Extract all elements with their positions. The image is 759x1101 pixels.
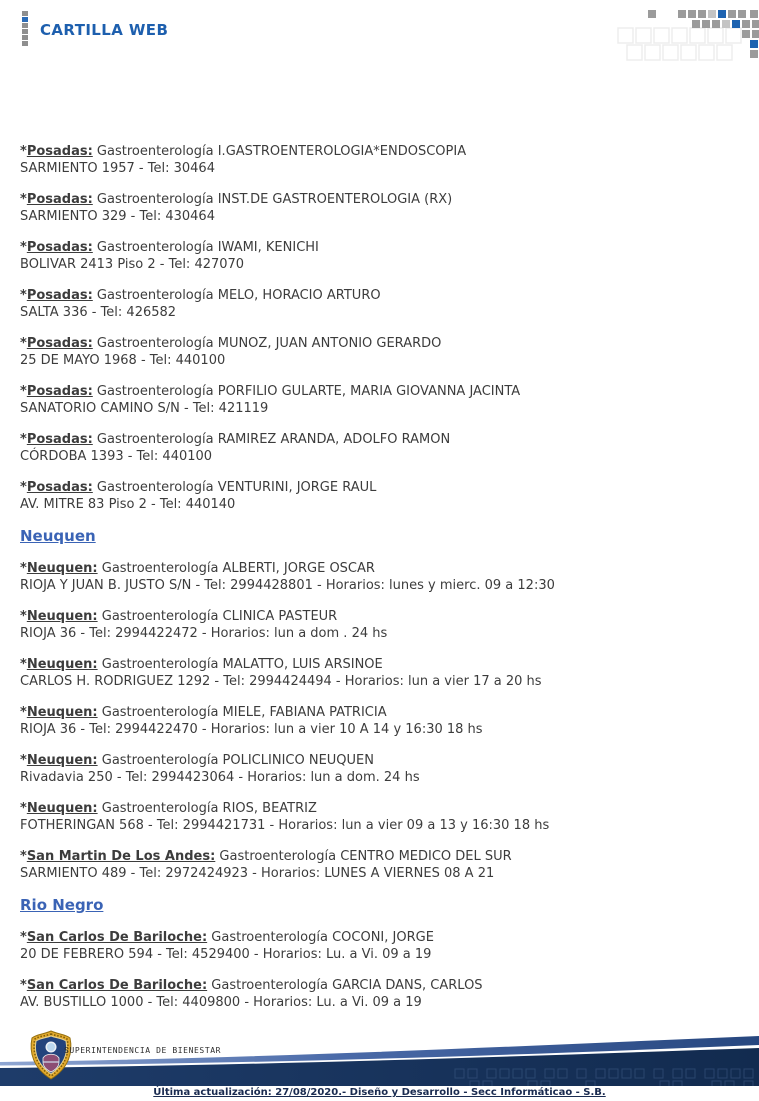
entry-city-label: Posadas: — [26, 144, 93, 159]
entry-details: 25 DE MAYO 1968 - Tel: 440100 — [20, 353, 226, 368]
directory-entry — [20, 704, 749, 738]
entry-provider-line: Gastroenterología MELO, HORACIO ARTURO — [92, 288, 381, 303]
entry-provider-line: Gastroenterología I.GASTROENTEROLOGIA*ENDOSCOPIA — [92, 144, 467, 159]
entry-star: * — [20, 240, 27, 255]
pixel-square — [22, 29, 28, 34]
entry-details: RIOJA Y JUAN B. JUSTO S/N - Tel: 2994428801 - Horarios: lunes y mierc. 09 a 12:30 — [20, 578, 555, 593]
pixel-decoration-topright — [614, 4, 759, 62]
entry-details: BOLIVAR 2413 Piso 2 - Tel: 427070 — [20, 257, 245, 272]
directory-entry — [20, 977, 749, 1011]
pixel-square — [22, 11, 28, 16]
directory-entry — [20, 560, 749, 594]
footer-update-note: Última actualización: 27/08/2020.- Diseño y Desarrollo - Secc Informáticao - S.B. — [153, 1087, 606, 1098]
entry-city-label: Neuquen: — [26, 753, 98, 768]
entry-details: CÓRDOBA 1393 - Tel: 440100 — [20, 449, 213, 464]
directory-entry — [20, 608, 749, 642]
entry-provider-line: Gastroenterología GARCIA DANS, CARLOS — [207, 978, 483, 993]
entry-city-label: Neuquen: — [26, 561, 98, 576]
entry-provider-line: Gastroenterología INST.DE GASTROENTEROLOGIA (RX) — [92, 192, 453, 207]
page-title: CARTILLA WEB — [40, 21, 169, 39]
entry-details: RIOJA 36 - Tel: 2994422470 - Horarios: lun a vier 10 A 14 y 16:30 18 hs — [20, 722, 483, 737]
entry-provider-line: Gastroenterología VENTURINI, JORGE RAUL — [92, 480, 377, 495]
footer-organization-label: SUPERINTENDENCIA DE BIENESTAR — [64, 1046, 222, 1055]
section-heading-rio-negro[interactable]: Rio Negro — [20, 896, 104, 914]
entry-provider-line: Gastroenterología MIELE, FABIANA PATRICIA — [97, 705, 387, 720]
directory-entry — [20, 383, 749, 417]
entry-city-label: San Carlos De Bariloche: — [26, 978, 208, 993]
entry-city-label: Posadas: — [26, 432, 93, 447]
directory-entry — [20, 848, 749, 882]
directory-entry — [20, 335, 749, 369]
directory-list — [20, 143, 749, 1025]
directory-entry — [20, 191, 749, 225]
entry-details: SARMIENTO 1957 - Tel: 30464 — [20, 161, 215, 176]
entry-provider-line: Gastroenterología CENTRO MEDICO DEL SUR — [215, 849, 512, 864]
pixel-square — [22, 35, 28, 40]
entry-provider-line: Gastroenterología MALATTO, LUIS ARSINOE — [97, 657, 383, 672]
entry-star: * — [20, 801, 27, 816]
entry-details: Rivadavia 250 - Tel: 2994423064 - Horarios: lun a dom. 24 hs — [20, 770, 420, 785]
entry-city-label: Posadas: — [26, 240, 93, 255]
directory-entry — [20, 431, 749, 465]
entry-details: AV. BUSTILLO 1000 - Tel: 4409800 - Horarios: Lu. a Vi. 09 a 19 — [20, 995, 422, 1010]
directory-entry — [20, 239, 749, 273]
entry-star: * — [20, 930, 27, 945]
entry-star: * — [20, 561, 27, 576]
entry-star: * — [20, 849, 27, 864]
entry-details: 20 DE FEBRERO 594 - Tel: 4529400 - Horarios: Lu. a Vi. 09 a 19 — [20, 947, 432, 962]
entry-provider-line: Gastroenterología PORFILIO GULARTE, MARIA GIOVANNA JACINTA — [92, 384, 521, 399]
entry-details: CARLOS H. RODRIGUEZ 1292 - Tel: 2994424494 - Horarios: lun a vier 17 a 20 hs — [20, 674, 542, 689]
entry-provider-line: Gastroenterología ALBERTI, JORGE OSCAR — [97, 561, 375, 576]
entry-city-label: Neuquen: — [26, 801, 98, 816]
directory-entry — [20, 800, 749, 834]
section-heading-neuquen[interactable]: Neuquen — [20, 527, 96, 545]
directory-entry — [20, 656, 749, 690]
directory-entry — [20, 752, 749, 786]
entry-details: SALTA 336 - Tel: 426582 — [20, 305, 177, 320]
entry-star: * — [20, 480, 27, 495]
directory-entry — [20, 287, 749, 321]
entry-city-label: Posadas: — [26, 336, 93, 351]
entry-details: SARMIENTO 489 - Tel: 2972424923 - Horarios: LUNES A VIERNES 08 A 21 — [20, 866, 495, 881]
entry-star: * — [20, 432, 27, 447]
entry-city-label: Posadas: — [26, 192, 93, 207]
directory-entry — [20, 143, 749, 177]
entry-star: * — [20, 753, 27, 768]
footer-swoosh-decoration — [0, 1036, 759, 1086]
entry-city-label: Posadas: — [26, 288, 93, 303]
pixel-square — [22, 23, 28, 28]
entry-details: SARMIENTO 329 - Tel: 430464 — [20, 209, 215, 224]
entry-provider-line: Gastroenterología RIOS, BEATRIZ — [97, 801, 317, 816]
entry-provider-line: Gastroenterología COCONI, JORGE — [207, 930, 434, 945]
entry-city-label: Neuquen: — [26, 609, 98, 624]
entry-details: FOTHERINGAN 568 - Tel: 2994421731 - Horarios: lun a vier 09 a 13 y 16:30 18 hs — [20, 818, 550, 833]
entry-provider-line: Gastroenterología RAMIREZ ARANDA, ADOLFO RAMON — [92, 432, 451, 447]
entry-provider-line: Gastroenterología CLINICA PASTEUR — [97, 609, 338, 624]
entry-details: RIOJA 36 - Tel: 2994422472 - Horarios: lun a dom . 24 hs — [20, 626, 388, 641]
entry-star: * — [20, 609, 27, 624]
entry-city-label: Posadas: — [26, 480, 93, 495]
entry-provider-line: Gastroenterología POLICLINICO NEUQUEN — [97, 753, 374, 768]
entry-star: * — [20, 192, 27, 207]
header-pixel-icon — [22, 11, 28, 46]
entry-star: * — [20, 705, 27, 720]
entry-city-label: San Carlos De Bariloche: — [26, 930, 208, 945]
entry-star: * — [20, 336, 27, 351]
superintendencia-logo — [28, 1030, 74, 1080]
pixel-square — [22, 41, 28, 46]
entry-star: * — [20, 978, 27, 993]
directory-entry — [20, 929, 749, 963]
entry-city-label: Neuquen: — [26, 657, 98, 672]
entry-details: AV. MITRE 83 Piso 2 - Tel: 440140 — [20, 497, 236, 512]
directory-entry — [20, 479, 749, 513]
entry-star: * — [20, 657, 27, 672]
entry-star: * — [20, 288, 27, 303]
entry-star: * — [20, 384, 27, 399]
entry-provider-line: Gastroenterología IWAMI, KENICHI — [92, 240, 319, 255]
entry-city-label: Neuquen: — [26, 705, 98, 720]
entry-provider-line: Gastroenterología MUNOZ, JUAN ANTONIO GERARDO — [92, 336, 442, 351]
entry-details: SANATORIO CAMINO S/N - Tel: 421119 — [20, 401, 269, 416]
entry-city-label: San Martin De Los Andes: — [26, 849, 216, 864]
entry-star: * — [20, 144, 27, 159]
pixel-square-blue — [22, 17, 28, 22]
entry-city-label: Posadas: — [26, 384, 93, 399]
